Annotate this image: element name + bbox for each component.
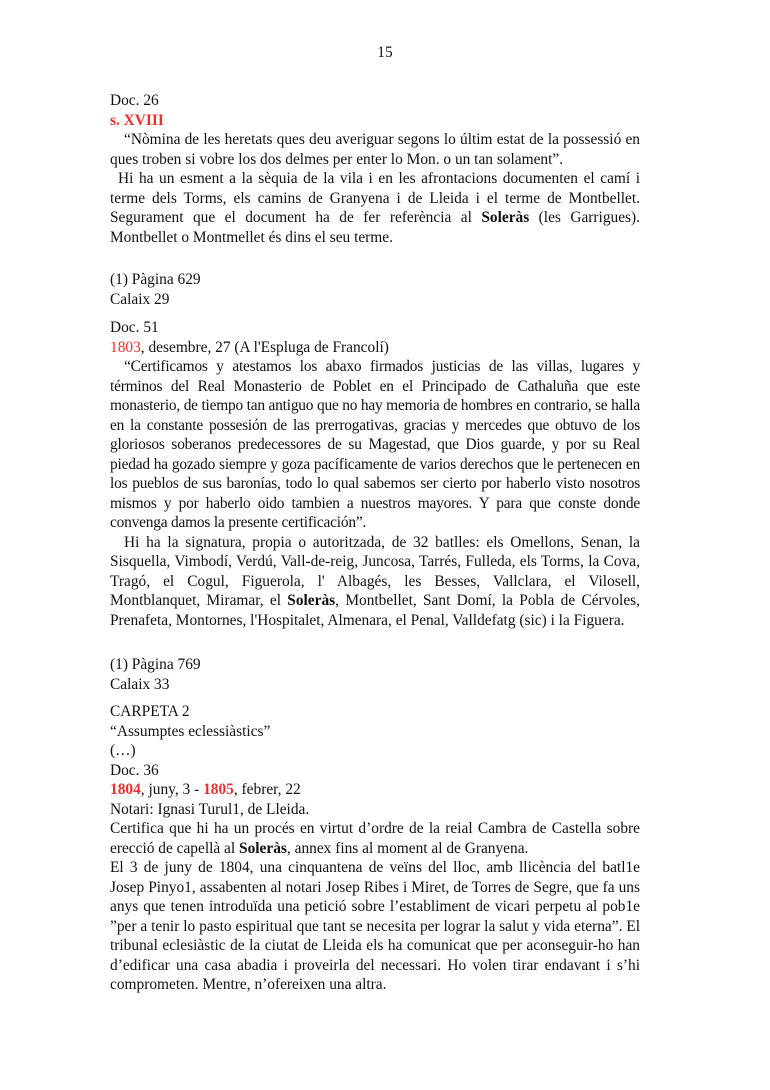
doc-paragraph — [110, 819, 640, 858]
page-reference: (1) Pàgina 629 — [110, 271, 201, 288]
doc-quote: “Nòmina de les heretats ques deu averiguar segons lo últim estat de la possessió en ques troben si vobre los dos delmes per enter lo Mon. o un tan solament”. — [110, 131, 640, 168]
doc-paragraph: El 3 de juny de 1804, una cinquantena de veïns del lloc, amb llicència del batl1e Josep Pinyo1, assabenten al notari Josep Ribes i Miret, de Torres de Segre, que fa uns anys que tenen introduïda una petició sobre l’establiment de vicari perpetu al pob1e ”per a tenir lo pasto espiritual que tant se necesita per lograr la salut y vida eterna”. El tribunal eclesiàstic de la ciutat de Lleida els ha comunicat que per aconseguir-ho han d’edificar una casa abadia i proveirla del necessari. Ho volen tirar endavant i s’hi comprometen. Mentre, n’ofereixen una altra. — [110, 859, 640, 993]
date-rest: , desembre, 27 (A l'Espluga de Francolí) — [140, 338, 389, 356]
doc-note — [110, 169, 640, 247]
paragraph-text: Certifica que hi ha un procés en virtut d’ordre de la reial Cambra de Castella sobre erecció de capellà al — [110, 820, 640, 857]
doc-date — [110, 338, 640, 358]
doc-label: Doc. 36 — [110, 761, 159, 779]
doc-26-section — [110, 91, 640, 247]
carpeta-title: “Assumptes eclessiàstics” — [110, 722, 271, 740]
note-text: Hi ha la signatura, propia o autoritzada, de 32 batlles: els Omellons, Senan, la Sisquella, Vimbodí, Verdú, Vall-de-reig, Juncosa, Tarrés, Fulleda, els Torms, la Cova, Tragó, el Cogul, Figuerola, l' Albagés, les Besses, Vallclara, el Vilosell, Montblanquet, Miramar, el — [110, 533, 640, 609]
doc-label: Doc. 51 — [110, 319, 159, 336]
paragraph-text: , annex fins al moment al de Granyena. — [286, 839, 529, 857]
date-year-start: 1804 — [110, 781, 141, 798]
date-rest: , febrer, 22 — [233, 781, 301, 798]
doc-51-section — [110, 318, 640, 630]
carpeta-2-section — [110, 702, 640, 995]
doc-quote: “Certificamos y atestamos los abaxo firmados justicias de las villas, lugares y términos del Real Monasterio de Poblet en el Principado de Cathaluña que este monasterio, de tiempo tan antiguo que no hay memoria de hombres en contrario, se halla en la constante possesión de las prerrogativas, gracias y mercedes que obtuvo de los gloriosos soberanos predecessores de su Magestad, que Dios guarde, y por su Real piedad ha gozado siempre y goza pacíficamente de varios derechos que le pertenecen en los pueblos de sus baronías, todo lo qual sabemos ser cierto por haberlo visto nosotros mismos y por haberlo oido tambien a nuestros mayores. Y para que conste donde convenga damos la presente certificación”. — [110, 358, 640, 531]
doc-note — [110, 533, 640, 631]
calaix-label: Calaix 29 — [110, 290, 170, 308]
page-629-section — [110, 270, 640, 309]
doc-label: Doc. 26 — [110, 92, 159, 109]
note-text: , Montbellet, Sant Domí, la Pobla de Cérvoles, Prenafeta, Montornes, l'Hospitalet, Almenara, el Penal, Valldefatg (sic) i la Figuera. — [110, 592, 641, 629]
doc-date — [110, 780, 640, 800]
century-label: s. XVIII — [110, 111, 164, 129]
date-year-end: 1805 — [203, 781, 234, 798]
page-reference: (1) Pàgina 769 — [110, 656, 201, 673]
page-769-section — [110, 655, 640, 694]
notary: Notari: Ignasi Turul1, de Lleida. — [110, 800, 310, 818]
page-number: 15 — [377, 44, 393, 61]
carpeta-label: CARPETA 2 — [110, 703, 190, 720]
place-name: Soleràs — [287, 592, 336, 609]
place-name: Soleràs — [481, 209, 530, 226]
ellipsis: (…) — [110, 742, 136, 759]
place-name: Soleràs — [239, 839, 287, 857]
date-year: 1803 — [110, 338, 141, 356]
note-text: (les Garrigues). Montbellet o Montmellet és dins el seu terme. — [110, 209, 640, 246]
calaix-label: Calaix 33 — [110, 675, 170, 693]
note-text: Hi ha un esment a la sèquia de la vila i en les afrontacions documenten el camí i terme dels Torms, els camins de Granyena i de Lleida i el terme de Montbellet. Segurament que el document ha de fer referència al — [110, 170, 640, 226]
date-mid: , juny, 3 - — [140, 781, 204, 798]
